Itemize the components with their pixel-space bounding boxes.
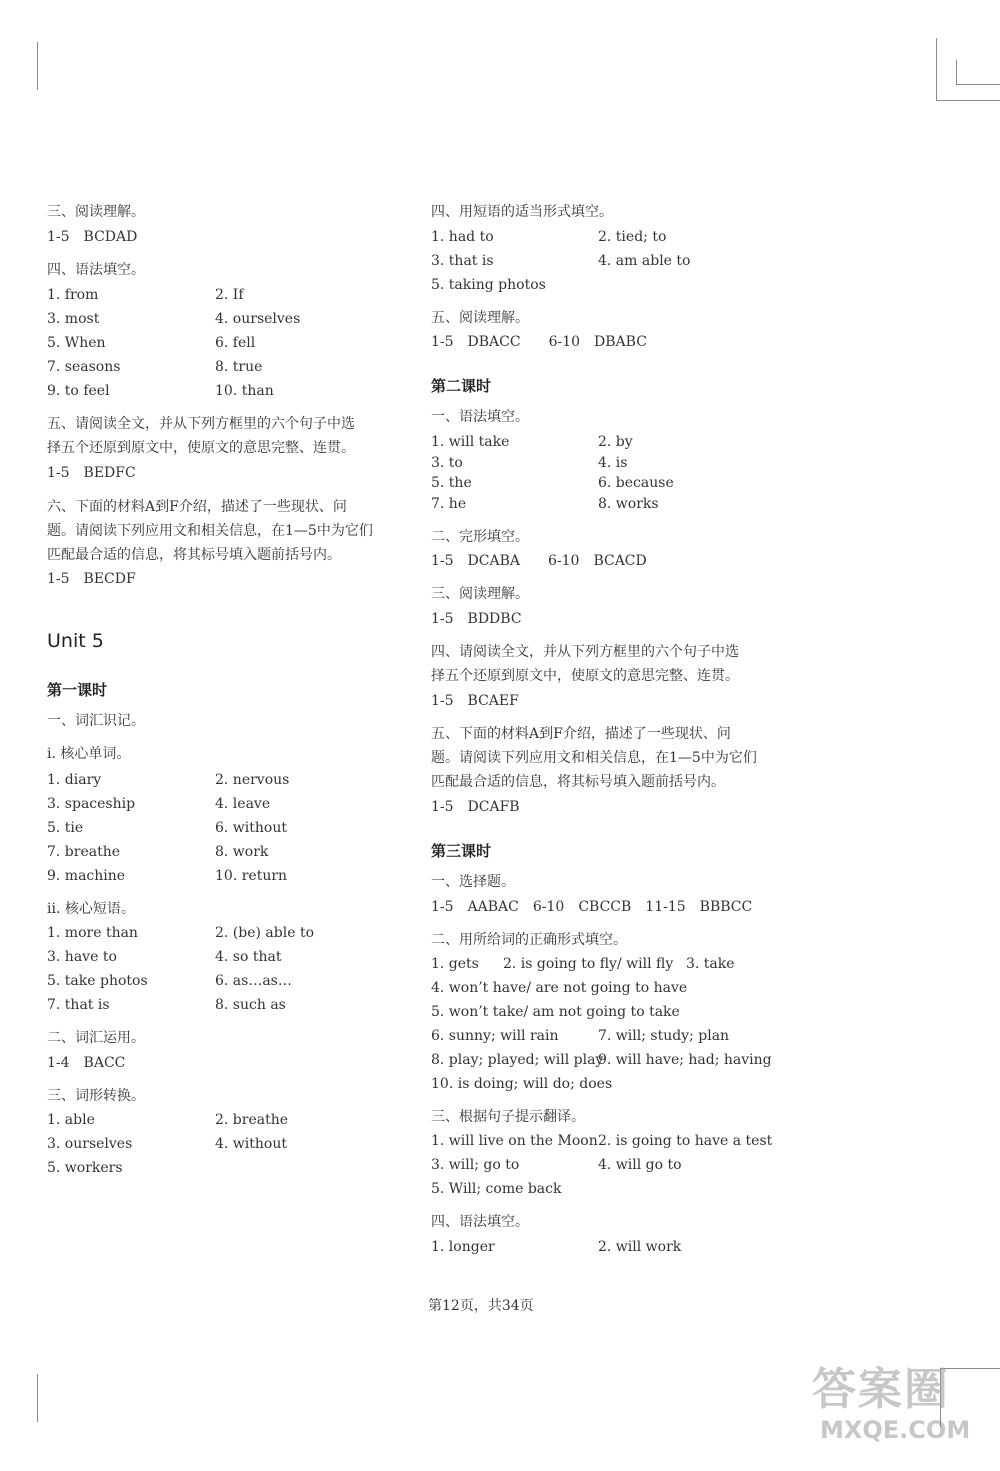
answer-item: 6. fell <box>215 335 256 351</box>
answer-item: 1. will live on the Moon <box>431 1133 598 1149</box>
answer-item: 1. diary <box>47 772 102 788</box>
answer-item: 1. had to <box>431 229 494 245</box>
answer-item: 5. take photos <box>47 973 148 989</box>
answer-item: 3. that is <box>431 253 494 269</box>
crop-mark-top-left <box>37 42 38 90</box>
answer-item: 6. as…as… <box>215 973 292 989</box>
answer-item: 8. true <box>215 359 263 375</box>
section-title: 三、词形转换。 <box>47 1088 145 1104</box>
section-title: 匹配最合适的信息，将其标号填入题前括号内。 <box>47 547 341 563</box>
watermark-logo <box>812 1365 992 1465</box>
answer-item: 6. because <box>598 475 674 491</box>
answer-item: 2. breathe <box>215 1112 289 1128</box>
section-title: 六、下面的材料A到F介绍，描述了一些现状、问 <box>47 499 347 515</box>
answer-item: 4. won’t have/ are not going to have <box>431 980 688 996</box>
answer-item: 4. is <box>598 455 628 471</box>
section-title: 四、语法填空。 <box>47 262 145 278</box>
answer-item: 10. return <box>215 868 288 884</box>
section-title: 五、阅读理解。 <box>431 310 529 326</box>
answer-item: 8. works <box>598 496 659 512</box>
answer-line: 1-5 AABAC 6-10 CBCCB 11-15 BBBCC <box>431 899 753 915</box>
answer-item: 3. most <box>47 311 100 327</box>
answer-item: 3. to <box>431 455 463 471</box>
answer-item: 7. that is <box>47 997 110 1013</box>
section-title: 匹配最合适的信息，将其标号填入题前括号内。 <box>431 774 725 790</box>
answer-item: 8. play; played; will play <box>431 1052 604 1068</box>
section-title: 五、下面的材料A到F介绍，描述了一些现状、问 <box>431 726 731 742</box>
answer-item: 5. Will; come back <box>431 1181 562 1197</box>
answer-item: 5. When <box>47 335 106 351</box>
answer-item: 7. he <box>431 496 467 512</box>
section-title: 三、根据句子提示翻译。 <box>431 1109 585 1125</box>
watermark-url: MXQE.COM <box>820 1416 971 1444</box>
section-title: 题。请阅读下列应用文和相关信息，在1—5中为它们 <box>431 750 757 766</box>
answer-item: 6. without <box>215 820 287 836</box>
watermark-text: 答案圈 <box>812 1364 950 1415</box>
lesson-title: 第三课时 <box>431 842 492 860</box>
subsection-title: i. 核心单词。 <box>47 746 131 762</box>
answer-item: 8. work <box>215 844 269 860</box>
answer-item: 2. If <box>215 287 244 303</box>
lesson-title: 第一课时 <box>47 681 108 699</box>
crop-mark-top-right-v <box>936 38 937 100</box>
section-title: 四、用短语的适当形式填空。 <box>431 204 613 220</box>
answer-item: 2. is going to fly/ will fly <box>503 956 674 972</box>
section-title: 三、阅读理解。 <box>431 586 529 602</box>
section-title: 五、请阅读全文，并从下列方框里的六个句子中选 <box>47 416 355 432</box>
answer-line: 1-5 BDDBC <box>431 611 522 627</box>
answer-item: 9. to feel <box>47 383 110 399</box>
section-title: 二、用所给词的正确形式填空。 <box>431 932 627 948</box>
unit-title: Unit 5 <box>47 630 104 652</box>
section-title: 三、阅读理解。 <box>47 204 145 220</box>
answer-item: 3. will; go to <box>431 1157 520 1173</box>
crop-mark-top-right-h <box>936 100 1000 101</box>
answer-item: 4. am able to <box>598 253 691 269</box>
section-title: 择五个还原到原文中，使原文的意思完整、连贯。 <box>47 440 355 456</box>
answer-line: 1-5 DBACC 6-10 DBABC <box>431 334 647 350</box>
subsection-title: ii. 核心短语。 <box>47 901 135 917</box>
answer-item: 1. from <box>47 287 99 303</box>
answer-item: 5. taking photos <box>431 277 546 293</box>
section-title: 二、词汇运用。 <box>47 1030 145 1046</box>
answer-item: 9. machine <box>47 868 126 884</box>
section-title: 四、请阅读全文，并从下列方框里的六个句子中选 <box>431 644 739 660</box>
answer-item: 2. tied; to <box>598 229 667 245</box>
answer-item: 1. gets <box>431 956 479 972</box>
answer-item: 4. ourselves <box>215 311 301 327</box>
answer-item: 1. more than <box>47 925 138 941</box>
answer-item: 2. nervous <box>215 772 290 788</box>
answer-item: 2. will work <box>598 1239 682 1255</box>
crop-mark-bottom-left <box>37 1374 38 1422</box>
answer-item: 5. tie <box>47 820 84 836</box>
section-title: 一、选择题。 <box>431 874 515 890</box>
answer-item: 4. leave <box>215 796 271 812</box>
crop-mark-top-right-h2 <box>956 84 1000 85</box>
answer-item: 7. breathe <box>47 844 121 860</box>
answer-item: 3. spaceship <box>47 796 136 812</box>
answer-item: 10. is doing; will do; does <box>431 1076 613 1092</box>
answer-item: 5. workers <box>47 1160 123 1176</box>
answer-line: 1-5 DCAFB <box>431 799 520 815</box>
answer-item: 2. is going to have a test <box>598 1133 773 1149</box>
page-footer: 第12页，共34页 <box>428 1298 534 1314</box>
answer-line: 1-5 BECDF <box>47 571 136 587</box>
answer-item: 5. the <box>431 475 472 491</box>
answer-line: 1-5 DCABA 6-10 BCACD <box>431 553 647 569</box>
section-title: 题。请阅读下列应用文和相关信息，在1—5中为它们 <box>47 523 373 539</box>
answer-item: 7. will; study; plan <box>598 1028 730 1044</box>
crop-mark-top-right-v2 <box>956 60 957 84</box>
answer-item: 1. will take <box>431 434 510 450</box>
answer-item: 4. so that <box>215 949 282 965</box>
answer-item: 1. longer <box>431 1239 495 1255</box>
answer-item: 2. (be) able to <box>215 925 315 941</box>
answer-item: 9. will have; had; having <box>598 1052 772 1068</box>
section-title: 一、词汇识记。 <box>47 713 145 729</box>
answer-item: 6. sunny; will rain <box>431 1028 559 1044</box>
answer-item: 3. have to <box>47 949 117 965</box>
answer-item: 3. take <box>686 956 735 972</box>
answer-item: 7. seasons <box>47 359 121 375</box>
answer-item: 2. by <box>598 434 633 450</box>
section-title: 二、完形填空。 <box>431 529 529 545</box>
answer-item: 8. such as <box>215 997 286 1013</box>
answer-line: 1-5 BEDFC <box>47 465 136 481</box>
section-title: 择五个还原到原文中，使原文的意思完整、连贯。 <box>431 668 739 684</box>
answer-item: 3. ourselves <box>47 1136 133 1152</box>
answer-item: 10. than <box>215 383 274 399</box>
answer-line: 1-4 BACC <box>47 1055 126 1071</box>
section-title: 四、语法填空。 <box>431 1214 529 1230</box>
answer-item: 4. without <box>215 1136 287 1152</box>
answer-item: 4. will go to <box>598 1157 682 1173</box>
lesson-title: 第二课时 <box>431 377 492 395</box>
answer-line: 1-5 BCAEF <box>431 693 519 709</box>
answer-line: 1-5 BCDAD <box>47 229 138 245</box>
section-title: 一、语法填空。 <box>431 409 529 425</box>
answer-item: 5. won’t take/ am not going to take <box>431 1004 680 1020</box>
answer-item: 1. able <box>47 1112 95 1128</box>
